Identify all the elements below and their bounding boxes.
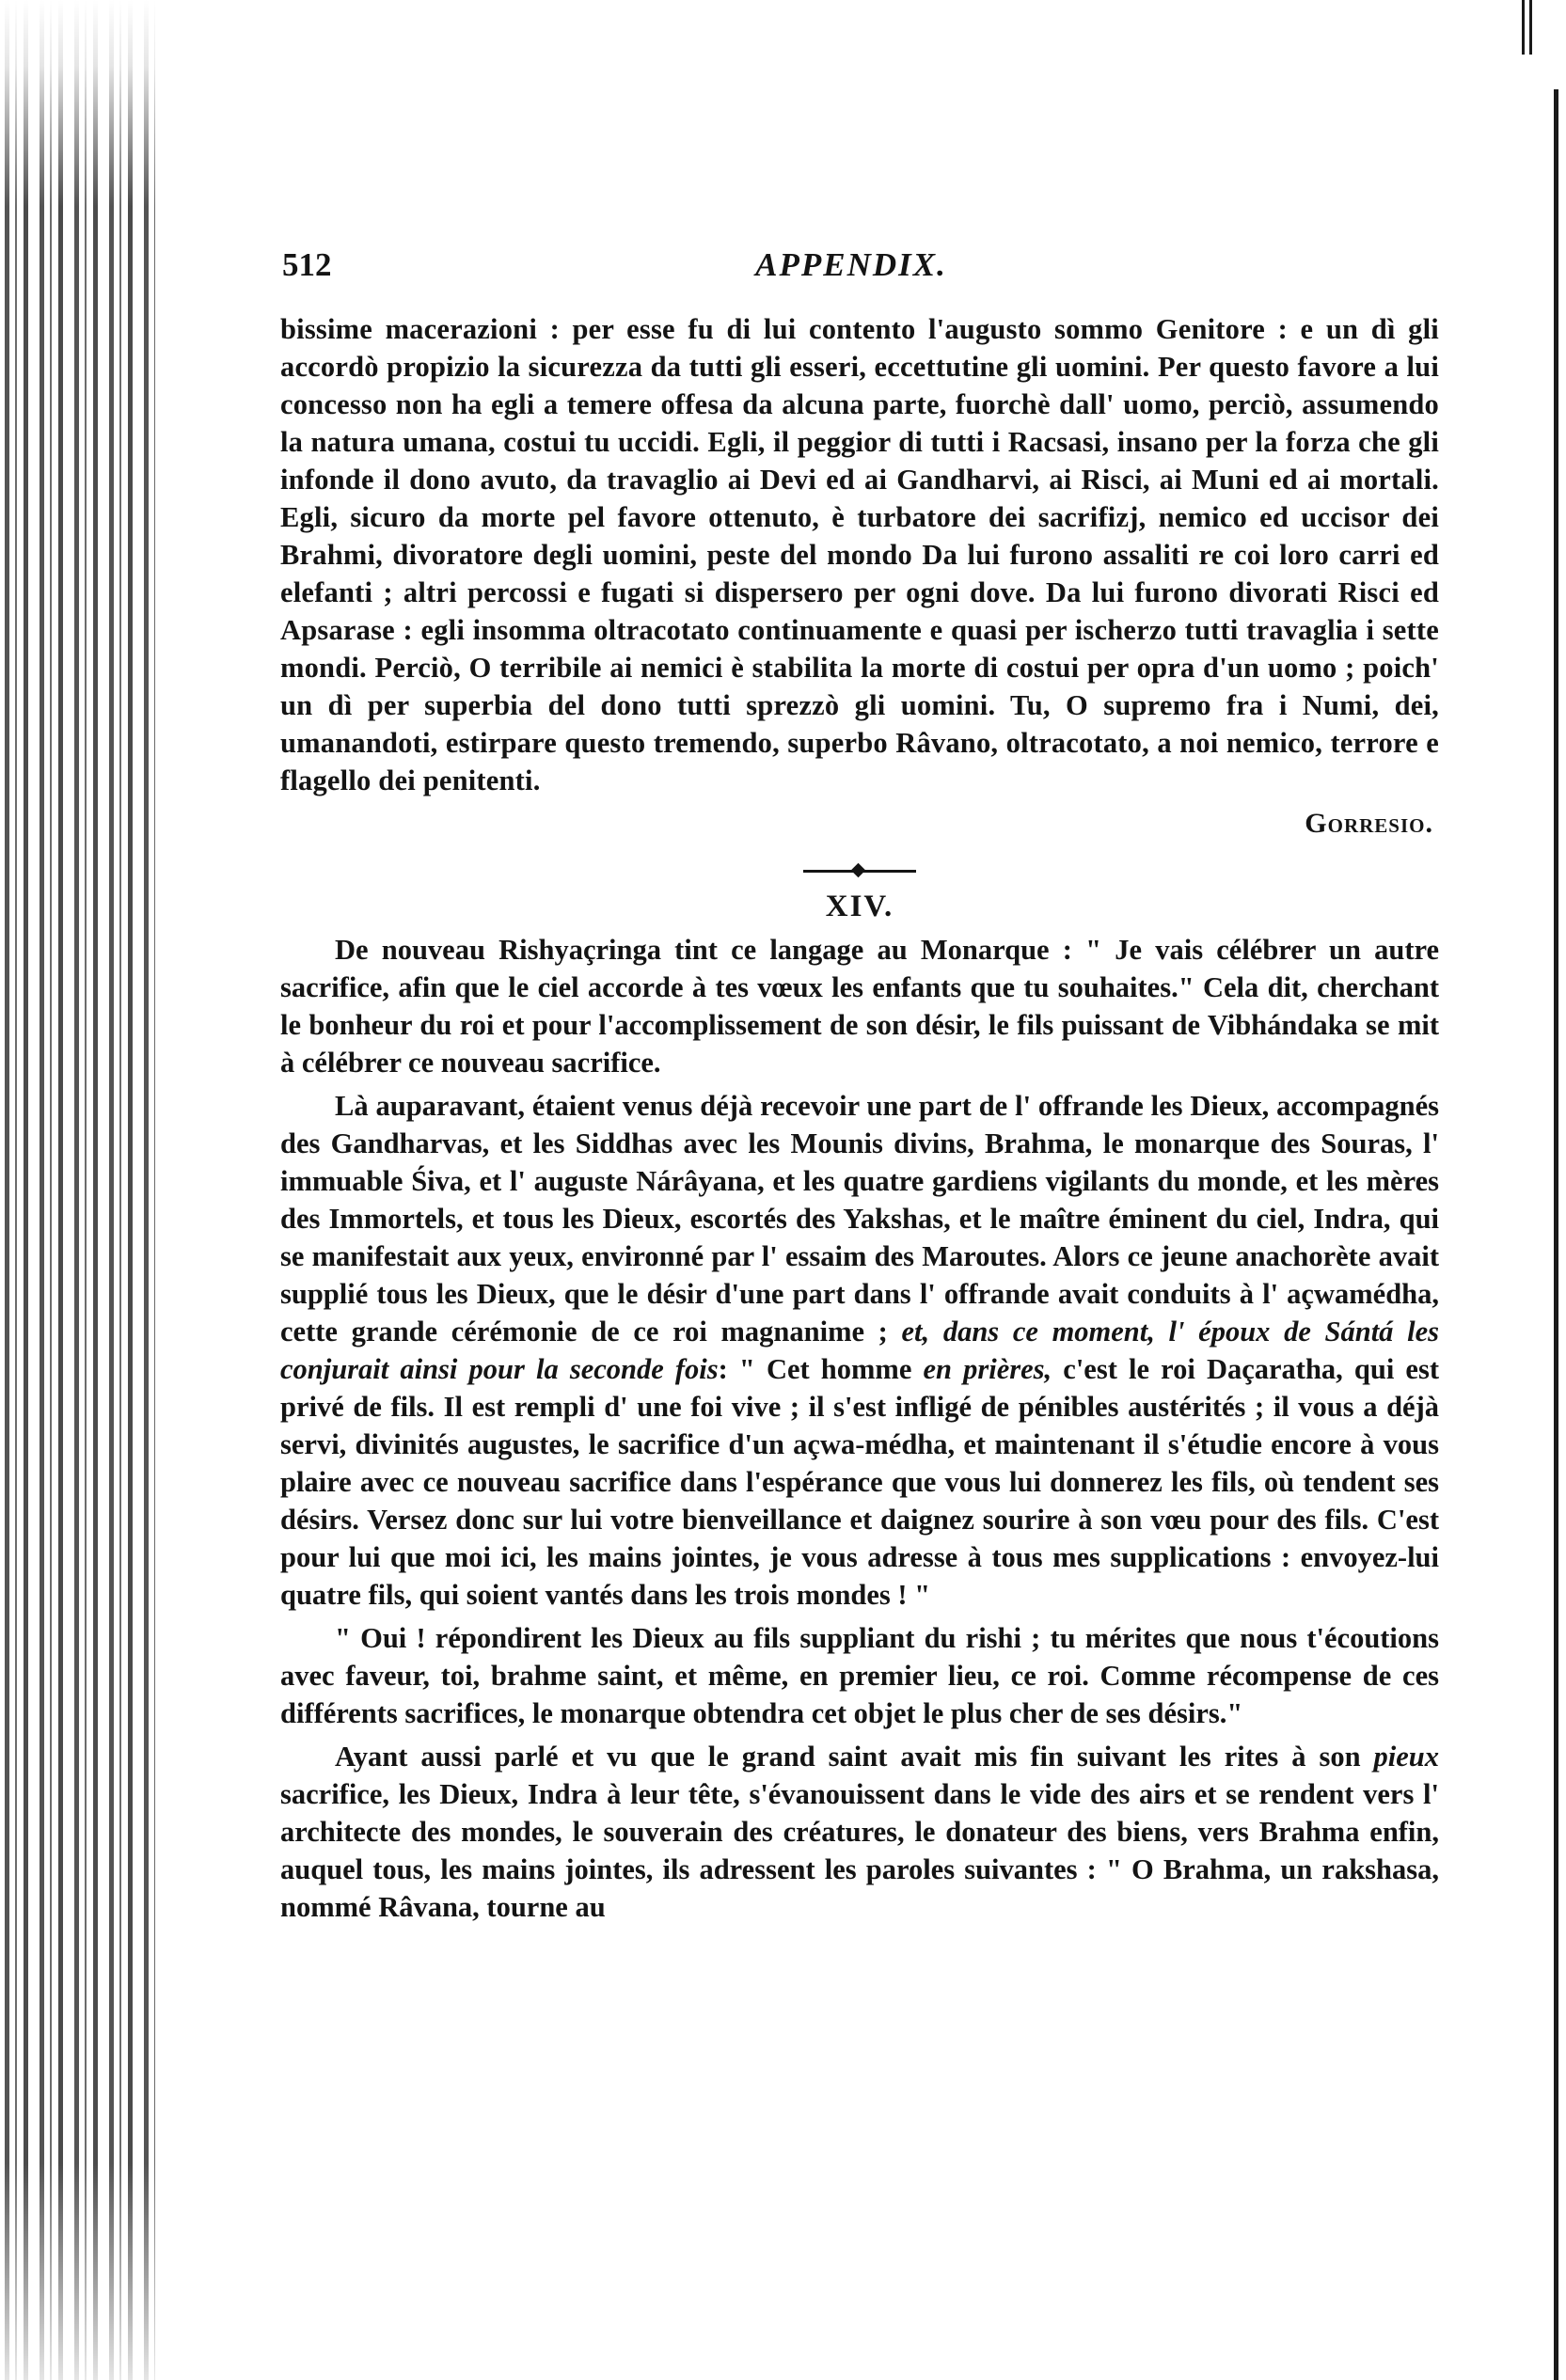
scan-right-border <box>1554 89 1558 2380</box>
french-p4-italic: pieux <box>1373 1741 1439 1773</box>
french-paragraph-4 <box>280 1738 1439 1926</box>
scan-edge-fade <box>0 0 155 2380</box>
section-divider-ornament <box>803 863 916 878</box>
french-p2-italic-2: en prières, <box>923 1353 1052 1385</box>
scan-corner-mark <box>1522 0 1535 55</box>
french-translation <box>280 931 1439 1926</box>
french-p2-text-a: Là auparavant, étaient venus déjà recevoir une part de l' offrande les Dieux, accompagnés des Gandharvas, et les Siddhas avec les Mounis divins, Brahma, le monarque des Souras, l' immuable Śiva, et l' auguste Nárâyana, et les quatre gardiens vigilants du monde, et les mères des Immortels, et tous les Dieux, escortés des Yakshas, et le maître éminent du ciel, Indra, qui se manifestait aux yeux, environné par l' essaim des Maroutes. Alors ce jeune anachorète avait supplié tous les Dieux, que le désir d'une part dans l' offrande avait conduits à l' açwamédha, cette grande cérémonie de ce roi magnanime ; <box>280 1090 1439 1348</box>
french-p2-text-c: c'est le roi Daçaratha, qui est privé de fils. Il est rempli d' une foi vive ; il s'est infligé de pénibles austérités ; il vous a déjà servi, divinités augustes, le sacrifice d'un açwa-médha, et maintenant il s'étudie encore à vous plaire avec ce nouveau sacrifice dans l'espérance que vous lui donnerez les fils, où tendent ses désirs. Versez donc sur lui votre bienveillance et daignez sourire à son vœu pour des fils. C'est pour lui que moi ici, les mains jointes, je vous adresse à tous mes supplications : envoyez-lui quatre fils, qui soient vantés dans les trois mondes ! " <box>280 1353 1439 1611</box>
page-number: 512 <box>282 246 332 283</box>
page-header <box>282 246 1420 289</box>
italian-quotation: bissime macerazioni : per esse fu di lui contento l'augusto sommo Genitore : e un dì gli accordò propizio la sicurezza da tutti gli esseri, eccettutine gli uomini. Per questo favore a lui concesso non ha egli a temere offesa da alcuna parte, fuorchè dall' uomo, perciò, assumendo la natura umana, costui tu uccidi. Egli, il peggior di tutti i Racsasi, insano per la forza che gli infonde il dono avuto, da travaglio ai Devi ed ai Gandharvi, ai Risci, ai Muni ed ai mortali. Egli, sicuro da morte pel favore ottenuto, è turbatore dei sacrifizj, nemico ed uccisor dei Brahmi, divoratore degli uomini, peste del mondo Da lui furono assaliti re coi loro carri ed elefanti ; altri percossi e fugati si dispersero per ogni dove. Da lui furono divorati Risci ed Apsarase : egli insomma oltracotato continuamente e quasi per ischerzo tutti travaglia i sette mondi. Perciò, O terribile ai nemici è stabilita la morte di costui per opra d'un uomo ; poich' un dì per superbia del dono tutti sprezzò gli uomini. Tu, O supremo fra i Numi, dei, umanandoti, estirpare questo tremendo, superbo Râvano, oltracotato, a noi nemico, terrore e flagello dei penitenti. <box>280 313 1439 796</box>
french-p4-text-a: Ayant aussi parlé et vu que le grand saint avait mis fin suivant les rites à son <box>335 1741 1361 1773</box>
section-title: XIV. <box>825 890 894 923</box>
french-p4-text-b: sacrifice, les Dieux, Indra à leur tête, s'évanouissent dans le vide des airs et se rendent vers l' architecte des mondes, le souverain des créatures, le donateur des biens, vers Brahma enfin, auquel tous, les mains jointes, ils adressent les paroles suivantes : " O Brahma, un rakshasa, nommé Râvana, tourne au <box>280 1778 1439 1923</box>
french-p2-text-b: : " Cet homme <box>718 1353 912 1385</box>
french-p2-italic: et, dans ce moment, l' époux de Sántá les conjurait ainsi pour la seconde fois <box>280 1316 1439 1385</box>
french-paragraph-1: De nouveau Rishyaçringa tint ce langage au Monarque : " Je vais célébrer un autre sacrifice, afin que le ciel accorde à tes vœux les enfants que tu souhaites." Cela dit, cherchant le bonheur du roi et pour l'accomplissement de son désir, le fils puissant de Vibhándaka se mit à célébrer ce nouveau sacrifice. <box>280 934 1439 1079</box>
signature-gorresio: Gorresio. <box>1305 808 1433 839</box>
page-body <box>280 310 1439 1931</box>
running-head: APPENDIX. <box>755 246 947 283</box>
french-paragraph-3: " Oui ! répondirent les Dieux au fils suppliant du rishi ; tu mérites que nous t'écoutions avec faveur, toi, brahme saint, et même, en premier lieu, ce roi. Comme récompense de ces différents sacrifices, le monarque obtendra cet objet le plus cher de ses désirs." <box>280 1622 1439 1729</box>
french-paragraph-2 <box>280 1087 1439 1614</box>
